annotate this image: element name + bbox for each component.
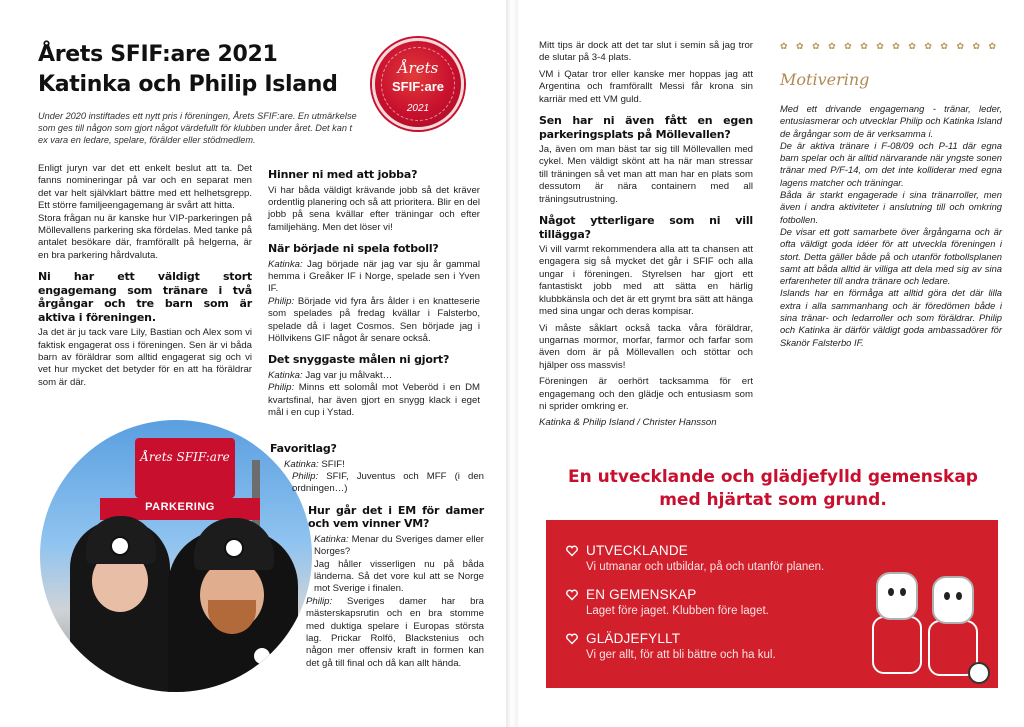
heart-icon xyxy=(566,633,578,645)
motivation-title: Motivering xyxy=(780,70,870,89)
speaker-label: Katinka: xyxy=(314,533,349,545)
paragraph: Ja, även om man bäst tar sig till Möllevallen med cykel. Men väldigt skönt att ha när man stressar till träningen så vet man att man har en plats som dessutom är nära containern med all träningsutrustning. xyxy=(539,144,753,205)
column-r1 xyxy=(539,40,753,430)
paragraph: Enligt juryn var det ett enkelt beslut att ta. Det fanns nomineringar på var och en separat men det var helt självklart bättre med ett helhetsgrepp. Ett större familjeengagemang är svårt att hitta. xyxy=(38,163,252,212)
speaker-label: Philip: xyxy=(268,382,295,394)
heart-icon xyxy=(566,545,578,557)
page-spine xyxy=(506,0,518,727)
answer-text: SFIF! xyxy=(318,458,345,470)
paragraph xyxy=(270,534,484,559)
paragraph: Ja det är ju tack vare Lily, Bastian och Alex som vi faktisk engagerat oss i föreningen. Sen är vi båda barn av föräldrar som alltid engagerat sig och vi vet hur mycket det betyder för en att ha föräldrar som är där. xyxy=(38,327,252,388)
club-crest-icon xyxy=(224,538,244,558)
answer-text: Menar du Sveriges damer eller Norges? xyxy=(314,533,484,558)
paragraph: Föreningen är oerhört tacksamma för ert engagemang och den glädje och entusiasm som ni sprider omkring er. xyxy=(539,376,753,412)
speaker-label: Katinka: xyxy=(268,369,303,381)
mascot-head xyxy=(876,572,918,620)
speaker-label: Katinka: xyxy=(284,458,319,470)
club-slogan xyxy=(558,466,988,512)
question-heading: Favoritlag? xyxy=(270,442,337,455)
speaker-label: Philip: xyxy=(306,595,333,607)
paragraph: Islands har en förmåga att alltid göra det där lilla extra i alla sammanhang och är föredömen både i sina tränar- och ledarroller och som föräldrar. Philip och Katinka är därför väldigt goda ambassadörer för Skanör Falsterbo IF. xyxy=(780,287,1002,348)
question-heading: Det snyggaste målen ni gjort? xyxy=(268,353,450,367)
badge-mid-text: SFIF:are xyxy=(391,79,444,94)
answer-text: SFIF, Juventus och MFF (i den ordningen…) xyxy=(292,470,484,495)
intro-text: Under 2020 instiftades ett nytt pris i föreningen, Årets SFIF:are. En utmärkelse som ges till någon som gjort något värdefullt för klubben under året. Det kan t ex vara en ledare, spelare, förälder eller stödmedlem. xyxy=(38,111,357,145)
heart-icon xyxy=(566,589,578,601)
paragraph xyxy=(268,382,480,419)
answer-text: Sveriges damer har bra mästerskapsrutin och en bra stomme med duktiga spelare i Europas största lag. Prickar Rolfö, Blackstenius och någon mer offensiv kraft in formen kan det gå till final och då kan allt hända. xyxy=(306,595,484,669)
paragraph xyxy=(268,370,480,382)
award-badge-logo xyxy=(372,38,464,130)
club-values-box xyxy=(546,520,998,688)
title-line-2: Katinka och Philip Island xyxy=(38,72,338,97)
paragraph: Med ett drivande engagemang - tränar, leder, entusiasmerar och utvecklar Philip och Katinka Island de årgångar som de är verksamma i. xyxy=(780,103,1002,139)
value-title: EN GEMENSKAP xyxy=(586,587,697,602)
decorative-flourish-icon: ✿ ✿ ✿ ✿ ✿ ✿ ✿ ✿ ✿ ✿ ✿ ✿ ✿ ✿ xyxy=(780,41,1000,51)
paragraph: Vi måste såklart också tacka våra föräldrar, ungarnas mormor, morfar, farmor och farfar som även dom är på Möllevallen och stöttar och hjälper oss massvis! xyxy=(539,322,753,371)
value-title: UTVECKLANDE xyxy=(586,543,688,558)
paragraph xyxy=(270,471,484,496)
club-crest-icon xyxy=(252,646,272,666)
mascot-head xyxy=(932,576,974,624)
value-description: Vi utmanar och utbildar, på och utanför planen. xyxy=(586,561,825,573)
paragraph: Vi har båda väldigt krävande jobb så det kräver ordentlig planering och så att prioritera. Blir en del jobb på sena kvällar efter träningar och efter familjehäng. Men det löser vi! xyxy=(268,184,480,233)
question-heading: Hur går det i EM för damer och vem vinner VM? xyxy=(308,503,484,531)
badge-top-text: Årets xyxy=(397,59,439,77)
paragraph xyxy=(270,596,484,670)
column-b xyxy=(268,168,480,420)
mascot-eye xyxy=(888,588,894,596)
left-page xyxy=(0,0,506,727)
speaker-label: Philip: xyxy=(268,295,295,307)
slogan-line-1: En utvecklande och glädjefylld gemenskap xyxy=(568,467,978,487)
paragraph: De visar ett gott samarbete över årgångarna och är ofta väldigt goda idéer för att utveckla föreningen i stort. Detta gäller både på och utanför fotbollsplanen samt att båda alltid är villiga att dela med sig av sina erfarenheter till andra tränare och ledare. xyxy=(780,225,1002,287)
speaker-label: Philip: xyxy=(292,470,319,482)
answer-text: Började vid fyra års ålder i en knatteserie som spelades på fredag kvällar i Falsterbo, spelade då i laget Cosmos. Sen började jag i Höllvikens GIF något år senare också. xyxy=(268,295,480,345)
value-title: GLÄDJEFYLLT xyxy=(586,631,681,646)
paragraph: Båda är starkt engagerade i sina tränarroller, men även i andra aktiviteter i anslutning till och omkring fotbollen. xyxy=(780,189,1002,225)
title-line-1: Årets SFIF:are 2021 xyxy=(38,42,278,67)
value-description: Laget före jaget. Klubben före laget. xyxy=(586,605,769,617)
answer-text: Jag började när jag var sju år gammal hemma i Greåker IF i Norge, spelade sen i Yven IF. xyxy=(268,258,480,295)
mascot-body xyxy=(872,616,922,674)
paragraph: Jag håller visserligen nu på båda länderna. Så det vore kul att se Norge mot Sverige i finalen. xyxy=(314,558,484,595)
answer-text: Minns ett solomål mot Veberöd i en DM kvartsfinal, har även gjort en snygg klack i eget mål i en cup i Ystad. xyxy=(268,382,480,419)
paragraph xyxy=(270,459,484,471)
speaker-label: Katinka: xyxy=(268,258,303,270)
value-description: Vi ger allt, för att bli bättre och ha kul. xyxy=(586,649,776,661)
badge-year: 2021 xyxy=(406,103,430,114)
paragraph: VM i Qatar tror eller kanske mer hoppas jag att Argentina och framförallt Messi får krona sin karriär med ett VM guld. xyxy=(539,68,753,105)
parking-text: PARKERING xyxy=(145,501,215,513)
motivation-text xyxy=(780,103,1002,349)
article-title xyxy=(38,40,338,100)
right-page xyxy=(518,0,1024,727)
paragraph xyxy=(268,296,480,346)
award-sign xyxy=(135,438,235,498)
club-mascots-illustration xyxy=(864,562,994,688)
question-heading: Något ytterligare som ni vill tillägga? xyxy=(539,214,753,241)
paragraph xyxy=(268,259,480,296)
question-heading: När började ni spela fotboll? xyxy=(268,242,439,256)
paragraph: De är aktiva tränare i F-08/09 och P-11 där egna barn spelar och är alltid närvarande när yngste sonen tränar med P/F-14, om det inte kolliderar med egna lagens matcher och träningar. xyxy=(780,139,1003,188)
mascot-eye xyxy=(956,592,962,600)
byline: Katinka & Philip Island / Christer Hansson xyxy=(539,417,717,429)
mascot-eye xyxy=(900,588,906,596)
paragraph: Stora frågan nu är kanske hur VIP-parkeringen på Möllevallens parkering ska fördelas. Med tanke på antalet besökare där, framförallt på helgerna, är en bra parkering hårdvaluta. xyxy=(38,212,252,261)
football-icon xyxy=(968,662,990,684)
mascot-eye xyxy=(944,592,950,600)
slogan-line-2: med hjärtat som grund. xyxy=(659,490,887,510)
question-heading: Sen har ni även fått en egen parkeringsplats på Möllevallen? xyxy=(539,114,753,141)
question-heading: Hinner ni med att jobba? xyxy=(268,168,418,181)
question-heading: Ni har ett väldigt stort engagemang som tränare i två årgångar och tre barn som är aktiva i föreningen. xyxy=(38,270,252,324)
paragraph: Vi vill varmt rekommendera alla att ta chansen att engagera sig så mycket det går i SFIF och alla ungar i föreningen. Styrelsen har gjort ett fantastiskt jobb med att sätta en härlig klubbkänsla och det är ett grymt bra sätt att hänga med sina ungar och deras kompisar. xyxy=(539,244,753,318)
answer-text: Jag var ju målvakt… xyxy=(302,369,393,381)
column-a xyxy=(38,163,252,389)
column-b-lower xyxy=(270,442,484,670)
paragraph: Mitt tips är dock att det tar slut i semin så jag tror de slutar på 3-4 plats. xyxy=(539,40,753,64)
sign-text: Årets SFIF:are xyxy=(140,450,230,464)
club-crest-icon xyxy=(110,536,130,556)
